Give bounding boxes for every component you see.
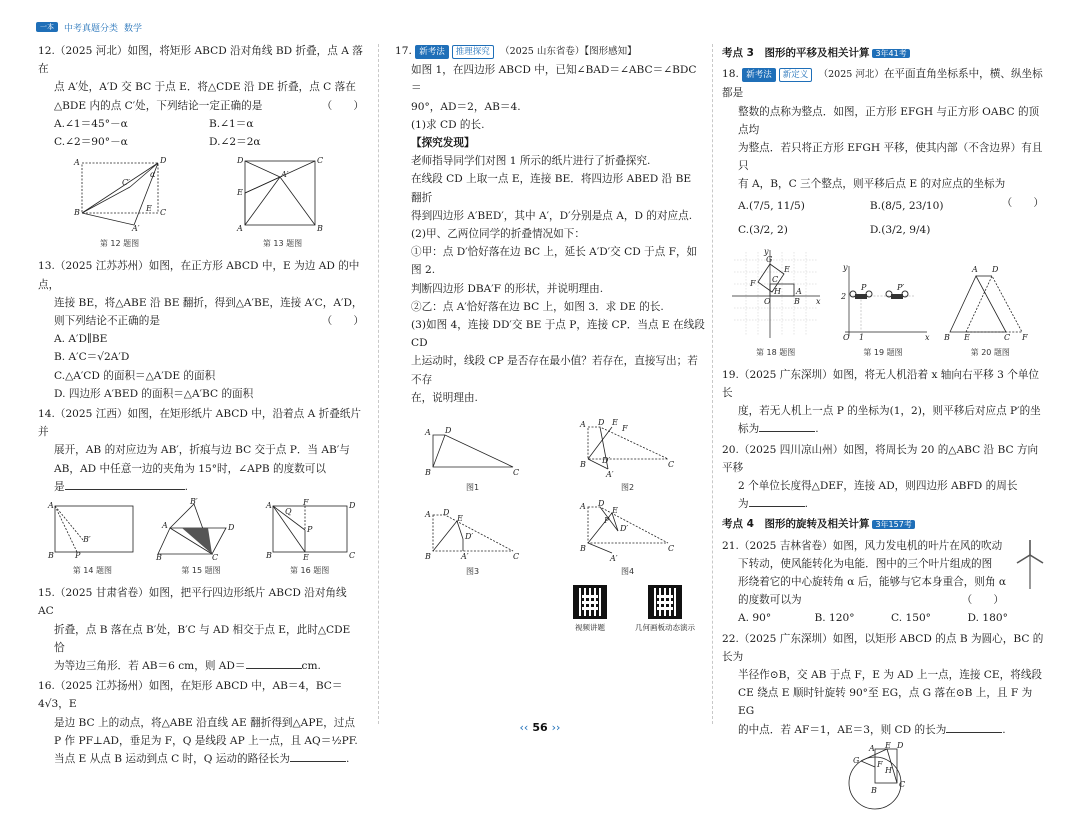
svg-text:E: E: [611, 418, 618, 428]
q18-number: 18.: [722, 68, 739, 81]
figure-22-diagram: [843, 740, 923, 813]
q21-line: 的度数可以为: [738, 594, 802, 607]
figure-14-diagram: [47, 500, 137, 560]
figure-1-caption: 图1: [465, 483, 480, 493]
svg-text:C: C: [1004, 332, 1011, 342]
option-a[interactable]: A. A′D∥BE: [54, 333, 108, 346]
svg-text:A: A: [265, 501, 272, 511]
figure-2: [578, 417, 678, 497]
q12-line: 12.（2025 河北）如图，将矩形 ABCD 沿对角线 BD 折叠，点 A 落在: [38, 45, 363, 76]
q12-line: △BDE 内的点 C′处，下列结论一定正确的是: [54, 99, 263, 112]
svg-text:P: P: [860, 282, 867, 292]
column-divider: [712, 44, 713, 724]
figure-12: [70, 155, 170, 253]
svg-text:α: α: [149, 170, 155, 180]
svg-text:A: A: [73, 158, 80, 168]
svg-text:D: D: [444, 426, 451, 436]
q17-line: (2)甲、乙两位同学的折叠情况如下：: [411, 228, 585, 241]
figure-14: [47, 500, 137, 580]
figure-16-caption: 第 16 题图: [290, 566, 330, 576]
q15-line: 15.（2025 甘肃省卷）如图，把平行四边形纸片 ABCD 沿对角线 AC: [38, 587, 347, 618]
svg-text:O: O: [763, 296, 771, 306]
qr-codes: [395, 585, 705, 637]
section-3-count: 3年41考: [872, 49, 909, 58]
q20-line: 20.（2025 四川凉山州）如图，将周长为 20 的△ABC 沿 BC 方向平移: [722, 443, 1039, 474]
q22-line: CE 绕点 E 顺时针旋转 90°至 EG，点 G 落在⊙B 上，且 F 为 EG: [738, 687, 1033, 718]
svg-text:D: D: [348, 501, 356, 511]
svg-text:D: D: [227, 523, 235, 533]
svg-text:D′: D′: [464, 532, 473, 542]
column-middle: [395, 42, 705, 638]
svg-text:P: P: [603, 516, 609, 526]
svg-text:C: C: [512, 552, 519, 562]
q14-line: 14.（2025 江西）如图，在矩形纸片 ABCD 中，沿着点 A 折叠纸片并: [38, 408, 361, 439]
option-c[interactable]: C.△A′CD 的面积＝△A′DE 的面积: [54, 369, 216, 382]
q17-line: 老师指导同学们对图 1 所示的纸片进行了折叠探究.: [411, 155, 651, 168]
svg-text:C: C: [316, 156, 323, 166]
svg-text:D: D: [159, 156, 166, 166]
next-arrow-icon: ››: [551, 721, 561, 734]
question-12: [38, 42, 364, 151]
svg-text:B: B: [579, 544, 586, 554]
figure-13: [233, 155, 333, 253]
figure-12-diagram: [70, 155, 170, 233]
svg-text:F: F: [621, 424, 628, 434]
book-logo: 一本: [36, 22, 58, 32]
svg-text:D: D: [597, 418, 604, 428]
svg-text:E: E: [783, 264, 790, 274]
q18-line: 在平面直角坐标系中，横、纵坐标都是: [722, 68, 1043, 100]
svg-text:D′: D′: [619, 524, 628, 534]
svg-text:B: B: [424, 552, 431, 562]
unit-label: cm.: [301, 660, 321, 673]
svg-text:C: C: [667, 544, 674, 554]
figure-20-diagram: [942, 262, 1038, 342]
svg-text:D: D: [992, 264, 999, 274]
svg-text:C: C: [211, 553, 219, 563]
svg-text:1: 1: [858, 332, 865, 342]
figure-19-caption: 第 19 题图: [863, 347, 903, 357]
svg-text:F: F: [749, 278, 756, 288]
figures-14-16: [38, 497, 364, 580]
question-15: [38, 584, 364, 675]
q17-section-heading: 【探究发现】: [411, 137, 475, 150]
svg-text:F: F: [877, 759, 883, 769]
q15-line: 折叠，点 B 落在点 B′处，B′C 与 AD 相交于点 E，此时△CDE 恰: [54, 623, 351, 654]
svg-text:B: B: [48, 551, 55, 561]
svg-text:E: E: [236, 188, 243, 198]
svg-text:B: B: [316, 224, 323, 234]
answer-blank[interactable]: [290, 750, 346, 762]
q17-line: 如图 1，在四边形 ABCD 中，已知∠BAD＝∠ABC＝∠BDC＝: [411, 64, 697, 95]
figure-4-diagram: [578, 499, 678, 564]
q17-line: 90°，AD＝2，AB＝4.: [411, 100, 521, 113]
q13-line: 则下列结论不正确的是: [54, 315, 160, 328]
svg-text:Q: Q: [284, 507, 292, 517]
answer-blank[interactable]: [246, 657, 302, 669]
svg-text:x: x: [815, 296, 821, 306]
drone-icon: [886, 291, 908, 299]
figure-2-caption: 图2: [620, 483, 635, 493]
q17-line: 上运动时，线段 CP 是否存在最小值？若存在，直接写出；若不存: [411, 355, 698, 386]
q17-line: 判断四边形 DBA′F 的形状，并说明理由.: [411, 282, 604, 295]
prev-arrow-icon: ‹‹: [519, 721, 529, 734]
svg-text:D: D: [236, 156, 243, 166]
answer-paren[interactable]: （ ）: [321, 315, 364, 328]
svg-text:A: A: [424, 510, 431, 520]
q16-line: 16.（2025 江苏扬州）如图，在矩形 ABCD 中，AB＝4，BC＝4√3，E: [38, 680, 343, 711]
q13-line: 13.（2025 江苏苏州）如图，在正方形 ABCD 中，E 为边 AD 的中点，: [38, 260, 360, 291]
svg-text:E: E: [302, 553, 309, 563]
svg-text:B: B: [579, 460, 586, 470]
page-number-value: 56: [532, 721, 548, 734]
q17-source: （2025 山东省卷）【图形感知】: [500, 46, 637, 57]
svg-text:B: B: [155, 553, 162, 563]
svg-text:y: y: [763, 246, 769, 256]
question-22: 22.（2025 广东深圳）如图，以矩形 ABCD 的点 B 为圆心，BC 的长为 半径作⊙B，交 AB 于点 F，E 为 AD 上一点，连接 CE，将线段 CE 绕点 E 顺时针旋转 90°至 EG，点 G 落在⊙B 上，且 F 为 EG 的中点．若 AF＝1，AE＝3，则 CD 的长为 .: [722, 630, 1044, 739]
answer-paren[interactable]: （ ）: [1001, 196, 1044, 209]
question-20: 20.（2025 四川凉山州）如图，将周长为 20 的△ABC 沿 BC 方向平移 2 个单位长度得△DEF，连接 AD，则四边形 ABFD 的周长 为 .: [722, 441, 1044, 514]
svg-text:C: C: [512, 468, 519, 478]
q17-line: (1)求 CD 的长.: [411, 118, 485, 131]
svg-text:A: A: [795, 286, 802, 296]
figure-18-caption: 第 18 题图: [756, 347, 796, 357]
svg-text:D: D: [442, 508, 449, 518]
option-d[interactable]: D.(3/2, 9/4): [869, 223, 931, 236]
svg-text:x: x: [924, 332, 930, 342]
figure-19: [835, 262, 931, 362]
subject-label: 数学: [124, 23, 143, 34]
svg-text:G: G: [853, 755, 860, 765]
q17-line: (3)如图 4，连接 DD′交 BE 于点 P，连接 CP．当点 E 在线段 CD: [411, 319, 705, 350]
q17-number: 17.: [395, 45, 412, 57]
svg-text:D′: D′: [601, 456, 610, 466]
q17-line: 得到四边形 A′BED′，其中 A′，D′分别是点 A，D 的对应点.: [411, 209, 693, 222]
svg-text:G: G: [765, 254, 773, 264]
q12-line: 点 A′处，A′D 交 BC 于点 E．将△CDE 沿 DE 折叠，点 C 落在: [54, 81, 356, 94]
figure-13-caption: 第 13 题图: [262, 239, 303, 249]
question-14: 14.（2025 江西）如图，在矩形纸片 ABCD 中，沿着点 A 折叠纸片并 展开，AB 的对应边为 AB′，折痕与边 BC 交于点 P．当 AB′与 AB，AD 中任意一边的夹角为 15°时，∠APB 的度数可以 是 .: [38, 405, 364, 496]
figure-1: [423, 425, 523, 497]
qr-code-icon[interactable]: [573, 585, 607, 619]
figure-3: [423, 509, 523, 581]
q18-line: 有 A，B，C 三个整点，则平移后点 E 的对应点的坐标为: [738, 178, 1006, 191]
svg-text:B: B: [73, 208, 80, 218]
q15-line: 为等边三角形．若 AB＝6 cm，则 AD＝: [54, 660, 246, 673]
svg-text:2: 2: [840, 291, 847, 301]
svg-text:C: C: [348, 551, 355, 561]
svg-text:A: A: [424, 428, 431, 438]
qr-video-label: 视频讲题: [575, 623, 605, 633]
figure-20-caption: 第 20 题图: [970, 347, 1010, 357]
option-b[interactable]: B. A′C＝√2A′D: [54, 351, 130, 364]
q17-line: ①甲：点 D′恰好落在边 BC 上，延长 A′D′交 CD 于点 F，如图 2.: [411, 246, 698, 277]
section-4-label: 考点 4 图形的旋转及相关计算: [722, 518, 870, 531]
option-d[interactable]: D. 180°: [967, 612, 1008, 625]
svg-text:A′: A′: [280, 170, 289, 180]
svg-text:F: F: [302, 498, 309, 508]
column-left: [38, 42, 364, 770]
figure-22: [722, 740, 1044, 813]
svg-text:A: A: [48, 501, 55, 511]
q22-line: 的中点．若 AF＝1，AE＝3，则 CD 的长为: [738, 723, 947, 736]
figures-18-20: [722, 246, 1044, 362]
svg-text:B: B: [424, 468, 431, 478]
svg-text:B: B: [793, 296, 800, 306]
section-4-title: [722, 515, 1044, 534]
option-a[interactable]: A.∠1＝45°－α: [54, 117, 128, 130]
svg-text:F: F: [1022, 332, 1028, 342]
q18-source: （2025 河北）: [818, 69, 884, 81]
svg-text:B: B: [944, 332, 951, 342]
q22-line: 22.（2025 广东深圳）如图，以矩形 ABCD 的点 B 为圆心，BC 的长为: [722, 632, 1044, 663]
figure-3-diagram: [423, 509, 523, 561]
question-16: 16.（2025 江苏扬州）如图，在矩形 ABCD 中，AB＝4，BC＝4√3，E 是边 BC 上的动点，将△ABE 沿直线 AE 翻折得到△APE，过点 P 作 PF⊥AD，垂足为 F，Q 是线段 AP 上一点，且 AQ＝½PF. 当点 E 从点 B 运动到点 C 时，Q 运动的路径长为 .: [38, 677, 364, 768]
q16-line: 是边 BC 上的动点，将△ABE 沿直线 AE 翻折得到△APE，过点: [54, 716, 355, 729]
qr-code-icon[interactable]: [648, 585, 682, 619]
section-3-label: 考点 3 图形的平移及相关计算: [722, 47, 870, 59]
q19-line: 19.（2025 广东深圳）如图，将无人机沿着 x 轴向右平移 3 个单位长: [722, 368, 1040, 400]
q14-line: 展开，AB 的对应边为 AB′，折痕与边 BC 交于点 P．当 AB′与: [54, 444, 350, 457]
new-method-badge: 新考法: [742, 68, 776, 82]
figures-1-2: [395, 417, 705, 497]
option-d[interactable]: D. 四边形 A′BED 的面积＝△A′BC 的面积: [54, 387, 254, 400]
option-d[interactable]: D.∠2＝2α: [209, 136, 261, 149]
q16-line: 当点 E 从点 B 运动到点 C 时，Q 运动的路径长为: [54, 753, 290, 766]
figure-15-caption: 第 15 题图: [181, 566, 221, 576]
answer-blank[interactable]: [65, 478, 185, 490]
page-header: [36, 20, 142, 34]
svg-text:C′: C′: [121, 178, 130, 188]
answer-paren[interactable]: （ ）: [961, 594, 1004, 607]
figure-3-caption: 图3: [465, 567, 480, 577]
column-right: [722, 42, 1044, 817]
question-19: 19.（2025 广东深圳）如图，将无人机沿着 x 轴向右平移 3 个单位长 度，若无人机上一点 P 的坐标为(1，2)，则平移后对应点 P′的坐 标为 .: [722, 366, 1044, 439]
svg-text:C: C: [667, 460, 674, 470]
svg-text:B: B: [265, 551, 272, 561]
svg-text:C: C: [159, 208, 166, 218]
svg-text:C: C: [771, 274, 778, 284]
reasoning-badge: 推理探究: [452, 45, 494, 59]
question-18: [722, 65, 1044, 241]
answer-blank[interactable]: [749, 495, 805, 507]
option-c[interactable]: C.∠2＝90°－α: [54, 136, 128, 149]
drone-icon: [850, 291, 872, 299]
svg-text:E: E: [964, 332, 971, 342]
figure-18-diagram: [728, 246, 824, 342]
q14-line: AB，AD 中任意一边的夹角为 15°时，∠APB 的度数可以: [54, 462, 326, 475]
answer-blank[interactable]: [759, 420, 815, 432]
svg-text:E: E: [456, 514, 463, 524]
question-13: [38, 257, 364, 403]
option-a[interactable]: A. 90°: [738, 612, 772, 625]
svg-text:E: E: [885, 740, 891, 750]
svg-text:P: P: [75, 551, 81, 561]
book-title: 中考真题分类: [64, 23, 119, 34]
svg-text:E: E: [611, 506, 618, 516]
figure-1-diagram: [423, 425, 523, 477]
svg-text:A′: A′: [605, 470, 614, 480]
page-number: [0, 721, 1080, 734]
svg-text:A′: A′: [131, 224, 140, 234]
q21-line: 下转动，使风能转化为电能．图中的三个叶片组成的图: [738, 557, 993, 570]
option-a[interactable]: A.(7/5, 11/5): [738, 199, 805, 212]
figure-4: [578, 501, 678, 581]
svg-text:O: O: [842, 332, 850, 342]
option-b[interactable]: B. 120°: [814, 612, 855, 625]
option-c[interactable]: C. 150°: [891, 612, 931, 625]
svg-text:H: H: [773, 286, 781, 296]
figure-16-diagram: [265, 498, 356, 563]
q13-line: 连接 BE，将△ABE 沿 BE 翻折，得到△A′BE，连接 A′C，A′D，: [54, 296, 363, 309]
svg-text:A′: A′: [460, 552, 469, 562]
qr-video[interactable]: [573, 585, 607, 637]
q18-line: 整数的点称为整点．如图，正方形 EFGH 与正方形 OABC 的顶点均: [738, 105, 1040, 136]
svg-text:D: D: [897, 740, 904, 750]
svg-text:B′: B′: [83, 535, 92, 545]
section-3-title: [722, 44, 1044, 63]
figure-14-caption: 第 14 题图: [72, 566, 112, 576]
q17-line: 在，说明理由.: [411, 391, 478, 404]
svg-text:A: A: [579, 420, 586, 430]
q14-line: 是: [54, 480, 65, 493]
question-17: [395, 42, 705, 407]
q17-line: ②乙：点 A′恰好落在边 BC 上，如图 3．求 DE 的长.: [411, 300, 664, 313]
figure-4-caption: 图4: [620, 567, 635, 577]
new-definition-badge: 新定义: [779, 68, 813, 82]
figures-12-13: [38, 155, 364, 253]
svg-text:E: E: [145, 204, 152, 214]
option-b[interactable]: B.(8/5, 23/10): [869, 199, 944, 212]
option-b[interactable]: B.∠1＝α: [209, 117, 254, 130]
figure-15-diagram: [155, 497, 246, 563]
figure-13-diagram: [233, 155, 333, 233]
svg-text:B: B: [871, 785, 877, 795]
svg-text:P′: P′: [896, 282, 905, 292]
figure-19-diagram: [835, 262, 931, 342]
option-c[interactable]: C.(3/2, 2): [738, 223, 788, 236]
svg-text:A: A: [236, 224, 243, 234]
qr-geometry[interactable]: [635, 585, 695, 637]
qr-geometry-label: 几何画板动态演示: [635, 623, 695, 633]
answer-paren[interactable]: （ ）: [321, 99, 364, 112]
q20-line: 2 个单位长度得△DEF，连接 AD，则四边形 ABFD 的周长: [738, 480, 1018, 493]
svg-text:D: D: [597, 499, 604, 509]
svg-text:H: H: [885, 765, 892, 775]
svg-text:A′: A′: [609, 554, 618, 564]
q16-line: P 作 PF⊥AD，垂足为 F，Q 是线段 AP 上一点，且 AQ＝½PF.: [54, 734, 358, 747]
q21-line: 21.（2025 吉林省卷）如图，风力发电机的叶片在风的吹动: [722, 539, 1003, 552]
new-method-badge: 新考法: [415, 45, 449, 59]
figure-12-caption: 第 12 题图: [99, 239, 140, 249]
section-4-count: 3年157考: [872, 520, 914, 529]
q19-line: 标为: [738, 423, 760, 436]
figures-3-4: [395, 501, 705, 581]
svg-text:y: y: [842, 262, 848, 272]
q19-line: 度，若无人机上一点 P 的坐标为(1，2)，则平移后对应点 P′的坐: [738, 405, 1041, 418]
figure-18: [728, 246, 824, 362]
q22-line: 半径作⊙B，交 AB 于点 F，E 为 AD 上一点，连接 CE，将线段: [738, 669, 1043, 682]
svg-text:A: A: [972, 264, 979, 274]
wind-turbine-icon: [1016, 539, 1044, 589]
question-21: [722, 537, 1044, 628]
q18-line: 为整点．若只将正方形 EFGH 平移，使其内部（不含边界）有且只: [738, 142, 1043, 173]
figure-20: [942, 262, 1038, 362]
figure-16: [265, 500, 355, 580]
svg-text:A: A: [161, 521, 168, 531]
svg-text:A: A: [869, 743, 875, 753]
figure-2-diagram: [578, 417, 678, 480]
q20-line: 为: [738, 498, 749, 511]
svg-text:C: C: [899, 779, 906, 789]
svg-text:A: A: [579, 502, 586, 512]
svg-text:P: P: [306, 525, 313, 535]
svg-text:B′: B′: [189, 497, 198, 507]
figure-15: [155, 497, 246, 580]
q17-line: 在线段 CD 上取一点 E，连接 BE．将四边形 ABED 沿 BE 翻折: [411, 173, 692, 204]
q21-line: 形绕着它的中心旋转角 α 后，能够与它本身重合，则角 α: [738, 576, 1007, 589]
column-divider: [378, 44, 379, 724]
